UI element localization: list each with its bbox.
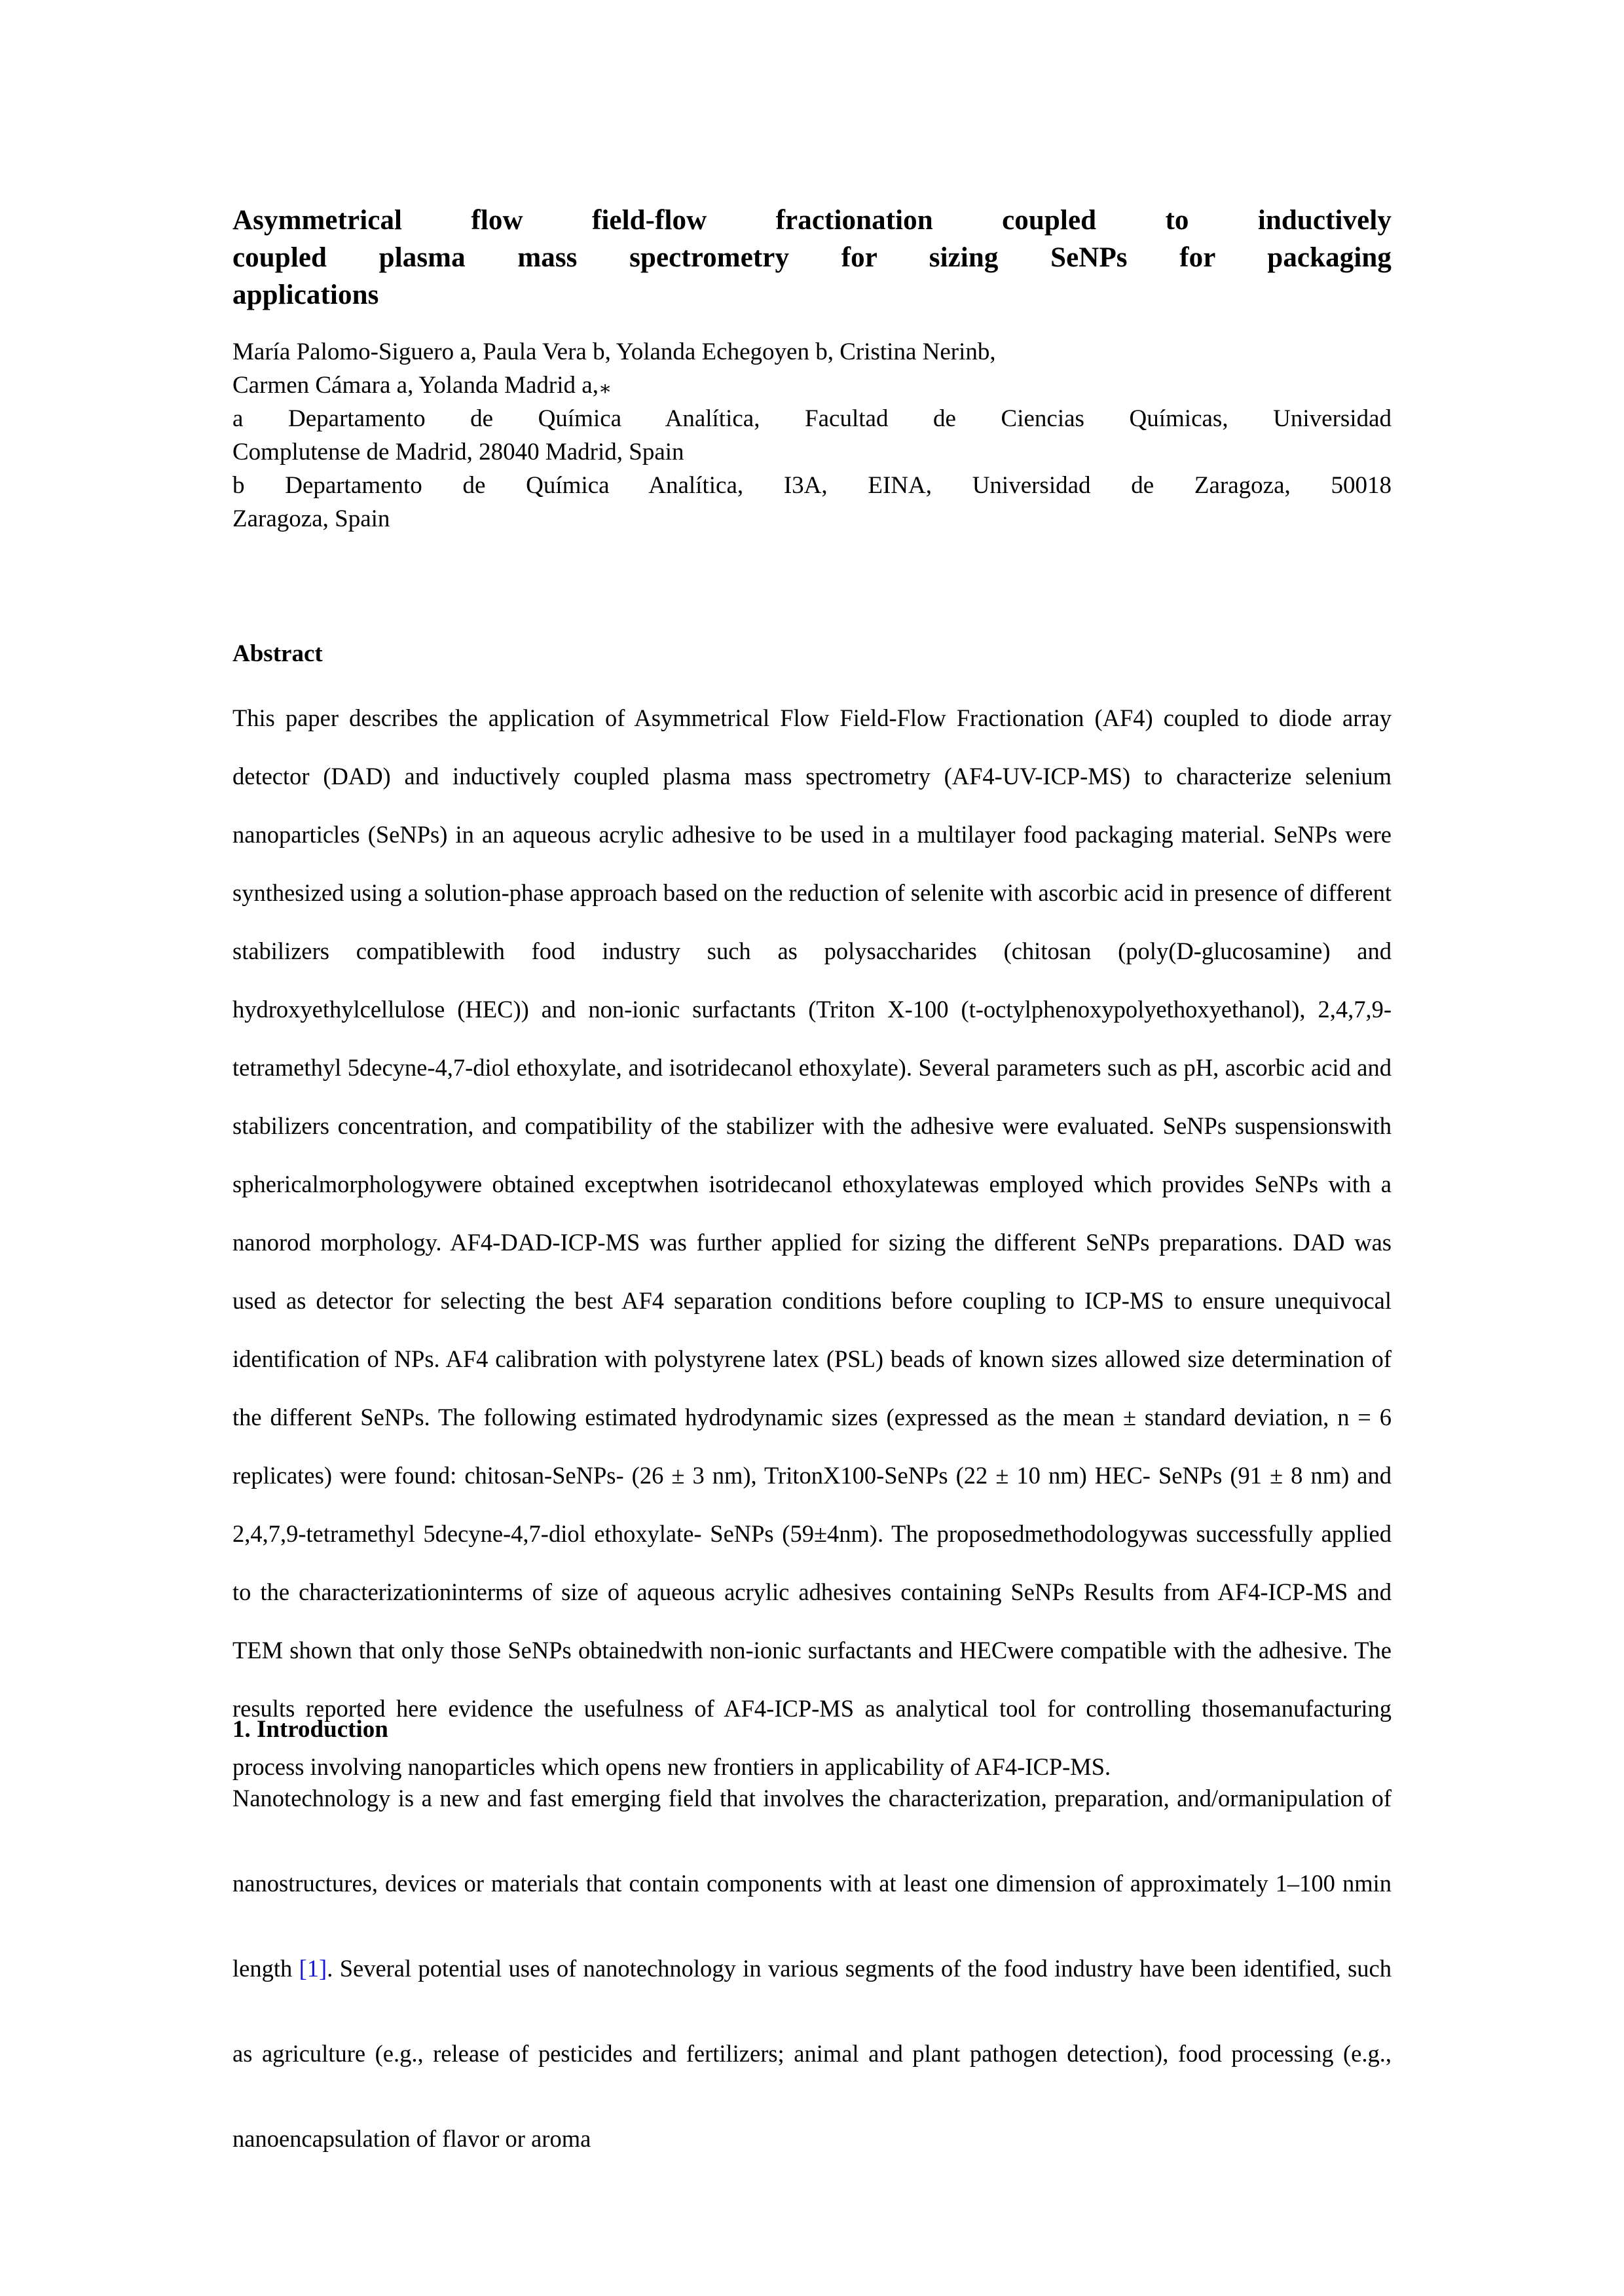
authors-line-1: María Palomo-Siguero a, Paula Vera b, Yolanda Echegoyen b, Cristina Nerinb,	[232, 338, 996, 365]
affiliation-a-line-2: Complutense de Madrid, 28040 Madrid, Spain	[232, 439, 684, 465]
authors-block	[232, 335, 1392, 403]
introduction-text-part-1: Nanotechnology is a new and fast emerging field that involves the characterization, preparation, and/ormanipulation of nanostructures, devices or materials that contain components with at least one dimension of approximately 1–100 nmin length	[232, 1785, 1392, 1982]
introduction-heading-block	[232, 1714, 1392, 1745]
affiliation-a-line-1: a Departamento de Química Analítica, Facultad de Ciencias Químicas, Universidad	[232, 405, 1392, 432]
authors-line-2	[232, 369, 1392, 403]
introduction-text-part-2: . Several potential uses of nanotechnology in various segments of the food industry have been identified, such as agriculture (e.g., release of pesticides and fertilizers; animal and plant pathogen detection), food processing (e.g., nanoencapsulation of flavor or aroma	[232, 1955, 1392, 2152]
title-block	[232, 0, 1392, 314]
page-title	[232, 0, 1392, 314]
introduction-text	[232, 1756, 1392, 2181]
author-list	[232, 335, 1392, 403]
citation-link-1[interactable]: [1]	[299, 1955, 327, 1982]
authors-line-2-text: Carmen Cámara a, Yolanda Madrid a,	[232, 372, 599, 399]
abstract-text: This paper describes the application of Asymmetrical Flow Field-Flow Fractionation (AF4) coupled to diode array detector (DAD) and inductively coupled plasma mass spectrometry (AF4-UV-ICP-MS) to characterize selenium nanoparticles (SeNPs) in an aqueous acrylic adhesive to be used in a multilayer food packaging material. SeNPs were synthesized using a solution-phase approach based on the reduction of selenite with ascorbic acid in presence of different stabilizers compatiblewith food industry such as polysaccharides (chitosan (poly(D-glucosamine) and hydroxyethylcellulose (HEC)) and non-ionic surfactants (Triton X-100 (t-octylphenoxypolyethoxyethanol), 2,4,7,9-tetramethyl 5decyne-4,7-diol ethoxylate, and isotridecanol ethoxylate). Several parameters such as pH, ascorbic acid and stabilizers concentration, and compatibility of the stabilizer with the adhesive were evaluated. SeNPs suspensionswith sphericalmorphologywere obtained exceptwhen isotridecanol ethoxylatewas employed which provides SeNPs with a nanorod morphology. AF4-DAD-ICP-MS was further applied for sizing the different SeNPs preparations. DAD was used as detector for selecting the best AF4 separation conditions before coupling to ICP-MS to ensure unequivocal identification of NPs. AF4 calibration with polystyrene latex (PSL) beads of known sizes allowed size determination of the different SeNPs. The following estimated hydrodynamic sizes (expressed as the mean ± standard deviation, n = 6 replicates) were found: chitosan-SeNPs- (26 ± 3 nm), TritonX100-SeNPs (22 ± 10 nm) HEC- SeNPs (91 ± 8 nm) and 2,4,7,9-tetramethyl 5decyne-4,7-diol ethoxylate- SeNPs (59±4nm). The proposedmethodologywas successfully applied to the characterizationinterms of size of aqueous acrylic adhesives containing SeNPs Results from AF4-ICP-MS and TEM shown that only those SeNPs obtainedwith non-ionic surfactants and HECwere compatible with the adhesive. The results reported here evidence the usefulness of AF4-ICP-MS as analytical tool for controlling thosemanufacturing process involving nanoparticles which opens new frontiers in applicability of AF4-ICP-MS.	[232, 704, 1392, 1780]
affiliation-b-line-2: Zaragoza, Spain	[232, 505, 390, 532]
abstract-heading: Abstract	[232, 640, 323, 667]
title-line-2: coupled plasma mass spectrometry for sizing SeNPs for packaging	[232, 242, 1392, 273]
corresponding-author-marker: ∗	[598, 378, 612, 399]
introduction-heading: 1. Introduction	[232, 1716, 388, 1743]
abstract-heading-block	[232, 638, 1392, 670]
affiliation-a	[232, 402, 1392, 469]
affiliation-b	[232, 469, 1392, 536]
affiliations-block	[232, 402, 1392, 536]
abstract-body-block	[232, 689, 1392, 1796]
title-line-1: Asymmetrical flow field-flow fractionation coupled to inductively	[232, 205, 1392, 236]
title-line-3: applications	[232, 280, 379, 310]
affiliation-b-line-1: b Departamento de Química Analítica, I3A, EINA, Universidad de Zaragoza, 50018	[232, 472, 1392, 499]
introduction-body-block	[232, 1756, 1392, 2181]
